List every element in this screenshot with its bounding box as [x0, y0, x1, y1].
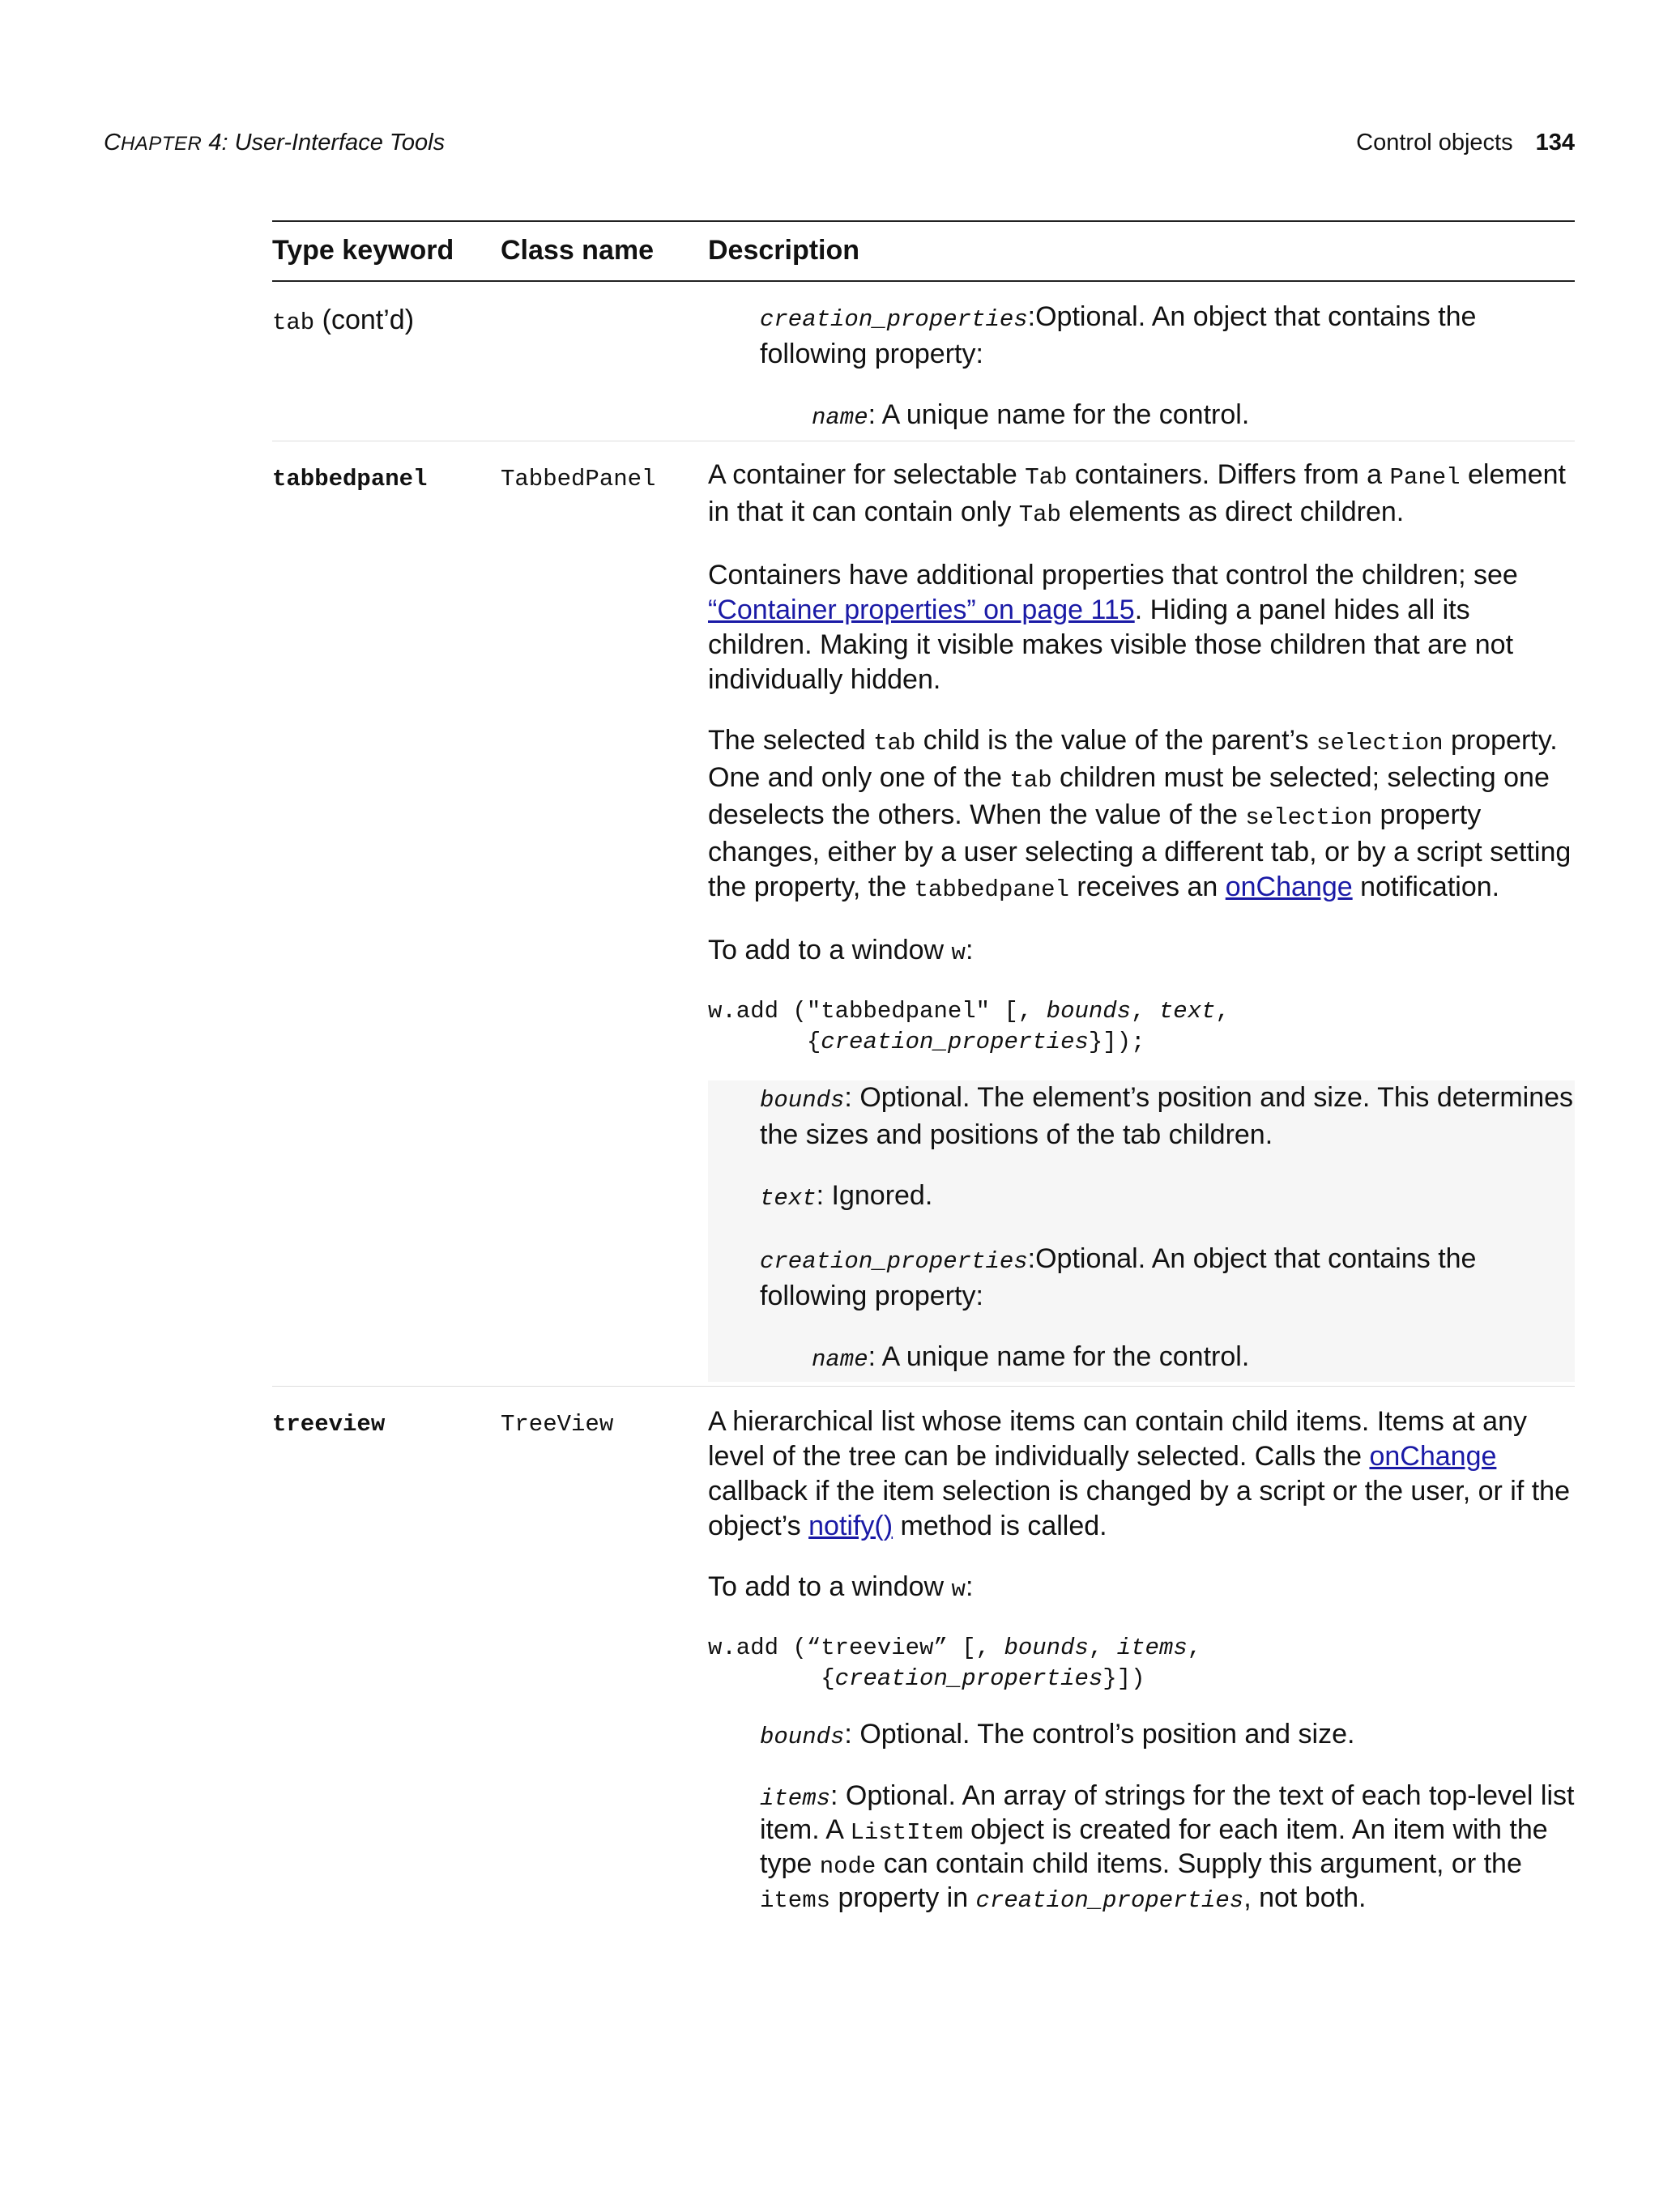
- class-name: TabbedPanel: [501, 466, 656, 492]
- class-name: TreeView: [501, 1411, 614, 1438]
- table-row: [272, 282, 1575, 441]
- section-and-page: [1356, 130, 1575, 156]
- header-description: Description: [708, 235, 860, 266]
- notify-link[interactable]: notify(): [808, 1511, 893, 1541]
- description: A hierarchical list whose items can contain child items. Items at any level of the tree can be individually selected. Calls the onChange callback if the item selection is changed by a script or the user, or if the object’s notify() method is called. To add to a window w: w.add (“treeview” [, bounds, items, {creation_properties}]) bounds: Optional. The control’s position and size. items: Optional. An array of strings for the text of each top-level list item. A ListItem object is created for each item. An item with the type node can contain child items. Supply this argument, or the items property in creation_properties, not both.: [708, 1406, 1575, 1914]
- control-types-table: [272, 220, 1575, 1988]
- table-header: [272, 220, 1575, 282]
- section-title: Control objects: [1356, 130, 1513, 156]
- code-sample: w.add (“treeview” [, bounds, items, {creation_properties}]): [708, 1634, 1202, 1692]
- page-number: 134: [1535, 130, 1575, 156]
- type-keyword: tab (cont’d): [272, 305, 415, 336]
- chapter-title: CHAPTER 4: User-Interface Tools: [104, 130, 446, 156]
- onchange-link[interactable]: onChange: [1369, 1441, 1497, 1472]
- table-row: [272, 1387, 1575, 1988]
- onchange-link[interactable]: onChange: [1225, 872, 1353, 902]
- description: creation_properties:Optional. An object that contains the following property: name: A unique name for the control.: [760, 301, 1477, 431]
- container-properties-link[interactable]: “Container properties” on page 115: [708, 595, 1135, 625]
- running-header: [104, 130, 1575, 162]
- header-type-keyword: Type keyword: [272, 235, 454, 266]
- type-keyword: treeview: [272, 1411, 386, 1438]
- parameter-list: bounds: Optional. The element’s position and size. This determines the sizes and positions of the tab children. text: Ignored. creation_properties:Optional. An object that contains the following property: name: A unique name for the control.: [708, 1080, 1575, 1382]
- code-sample: w.add ("tabbedpanel" [, bounds, text, {creation_properties}]);: [708, 998, 1230, 1055]
- header-class-name: Class name: [501, 235, 654, 266]
- table-row: [272, 441, 1575, 1387]
- description: A container for selectable Tab containers. Differs from a Panel element in that it can contain only Tab elements as direct children. Containers have additional properties that control the children; see “Container properties” on page 115. Hiding a panel hides all its children. Making it visible makes visible those children that are not individually hidden. The selected tab child is the value of the parent’s selection property. One and only one of the tab children must be selected; selecting one deselects the others. When the value of the selection property changes, either by a user selecting a different tab, or by a script setting the property, the tabbedpanel receives an onChange notification. To add to a window w: w.add ("tabbedpanel" [, bounds, text, {creation_properties}]); bounds: Optional. The element’s position and size. This determines the sizes and positions of the tab children. text: Ignored. creation_properties:Optional. An object that contains the following property: name: A unique name for the control.: [708, 458, 1575, 1382]
- type-keyword: tabbedpanel: [272, 466, 428, 492]
